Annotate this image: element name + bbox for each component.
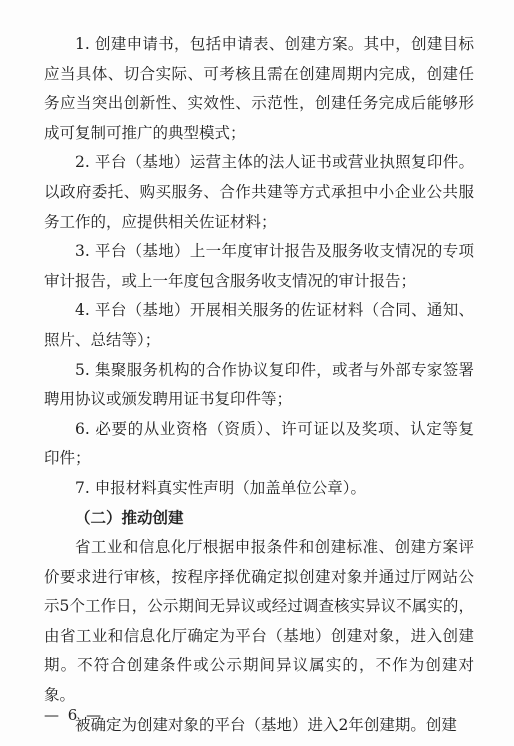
page-number: — 6 — <box>44 706 104 724</box>
body-paragraph-1: 省工业和信息化厅根据申报条件和创建标准、创建方案评价要求进行审核，按程序择优确定拟创建对象并通过厅网站公示5个工作日，公示期间无异议或经过调查核实异议不属实的，由省工业和信息化厅确定为平台（基地）创建对象，进入创建期。不符合创建条件或公示期间异议属实的，不作为创建对象。 <box>44 538 474 705</box>
list-item-7: 7. 申报材料真实性声明（加盖单位公章）。 <box>75 478 366 497</box>
document-body <box>44 30 474 740</box>
section-heading: （二）推动创建 <box>75 508 184 527</box>
list-item-4: 4. 平台（基地）开展相关服务的佐证材料（合同、通知、照片、总结等）； <box>44 301 474 349</box>
list-item-3: 3. 平台（基地）上一年度审计报告及服务收支情况的专项审计报告，或上一年度包含服务收支情况的审计报告； <box>44 242 474 290</box>
body-paragraph-2: 被确定为创建对象的平台（基地）进入2年创建期。创建 <box>75 715 457 734</box>
list-item-5: 5. 集聚服务机构的合作协议复印件，或者与外部专家签署聘用协议或颁发聘用证书复印件等； <box>44 360 474 409</box>
list-item-6: 6. 必要的从业资格（资质）、许可证以及奖项、认定等复印件； <box>44 419 474 468</box>
list-item-1: 1. 创建申请书，包括申请表、创建方案。其中，创建目标应当具体、切合实际、可考核且需在创建周期内完成，创建任务应当突出创新性、实效性、示范性，创建任务完成后能够形成可复制可推广的典型模式； <box>44 35 474 142</box>
list-item-2: 2. 平台（基地）运营主体的法人证书或营业执照复印件。以政府委托、购买服务、合作共建等方式承担中小企业公共服务工作的，应提供相关佐证材料； <box>44 153 474 231</box>
